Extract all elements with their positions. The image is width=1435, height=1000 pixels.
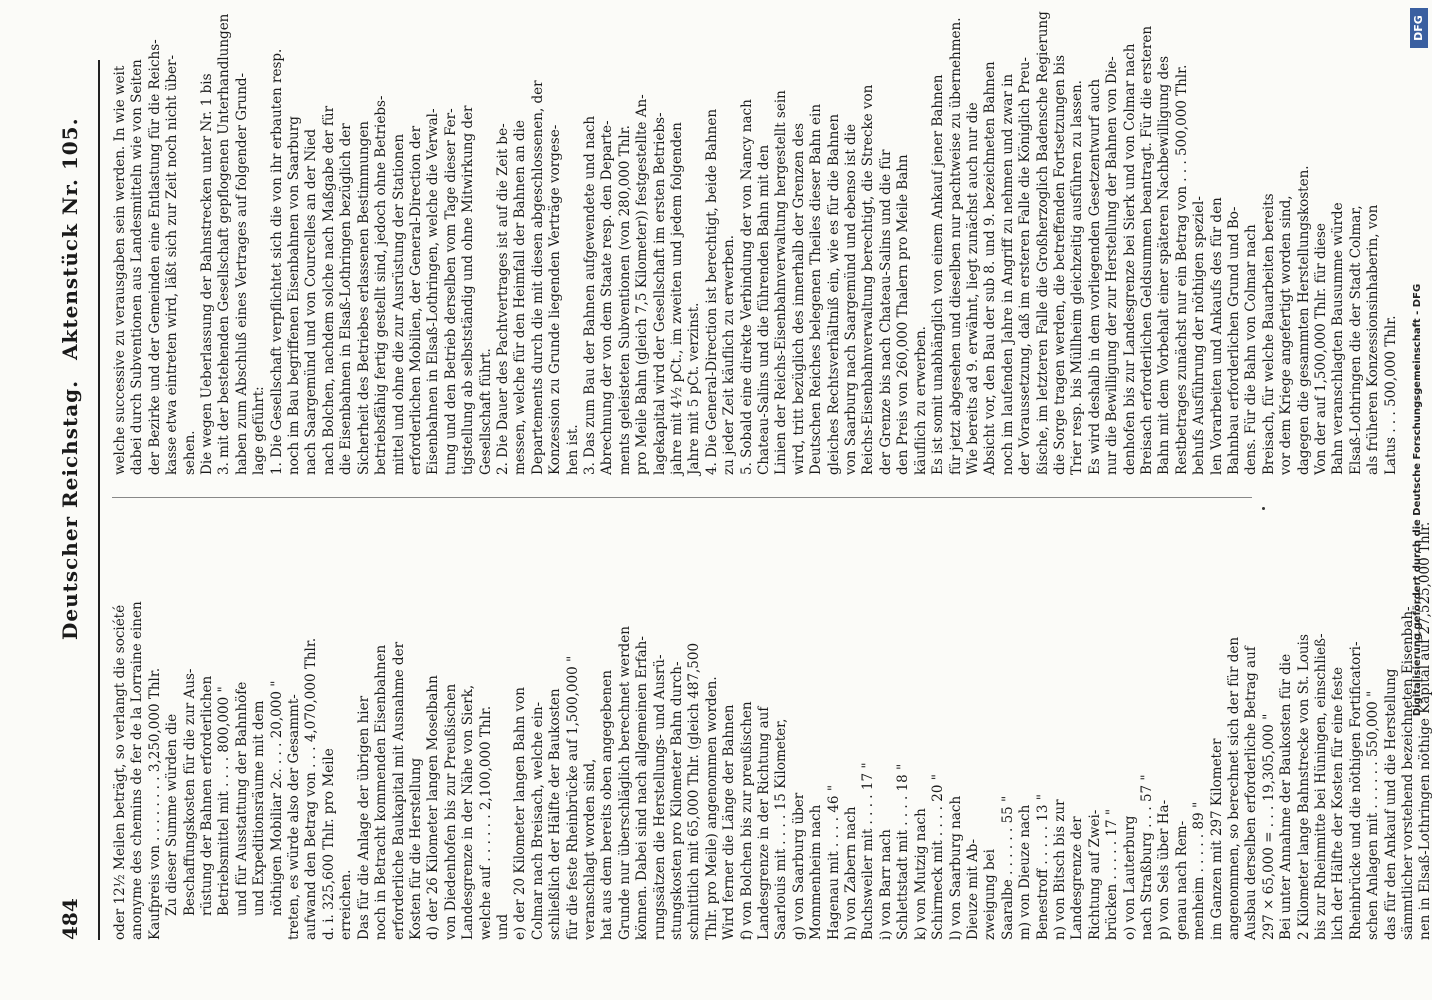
text-line: das für den Ankauf und die Herstellung [1382, 668, 1399, 940]
text-line: wird, tritt bezüglich des innerhalb der Grenzen des [790, 122, 807, 475]
header-rule [98, 60, 100, 940]
text-line: 3. Das zum Bau der Bahnen aufgewendete und nach [581, 115, 598, 475]
text-line: nach Saargemünd und von Courcelles an der Nied [303, 128, 320, 475]
text-line: d. i. 325,600 Thlr. pro Meile [320, 748, 337, 940]
text-line: Das für die Anlage der übrigen hier [355, 695, 372, 940]
text-line: Landesgrenze in der Richtung auf [756, 706, 773, 940]
text-line: menheim . . . . . 89 " [1191, 801, 1208, 940]
text-line: Konzession zu Grunde liegenden Verträge vorgese- [547, 124, 564, 475]
text-line: betriebsfähig fertig gestellt sind, jedoch ohne Betriebs- [373, 95, 390, 475]
text-line: behufs Ausführung der nöthigen speziel- [1191, 196, 1208, 475]
text-line: genau nach Rem- [1173, 820, 1190, 940]
text-line: nen in Elsaß-Lothringen nöthige Kapital auf 27,525,000 Thlr. [1417, 521, 1434, 940]
text-line: den Preis von 260,000 Thalern pro Meile Bahn [895, 154, 912, 475]
text-line: Schlettstadt mit . . . . 18 " [895, 763, 912, 940]
text-line: kasse etwa eintreten wird, läßt sich zur Zeit noch nicht über- [164, 54, 181, 475]
column-divider [112, 497, 1252, 498]
text-line: von Saarburg nach Saargemünd und ebenso ist die [843, 124, 860, 475]
text-line: Elsaß-Lothringen die der Stadt Colmar, [1347, 205, 1364, 475]
text-line: und Expeditionsräume mit dem [251, 700, 268, 916]
text-line: nach Bolchen, nachdem solche nach Maßgabe der für [320, 105, 337, 475]
text-line: f) von Bolchen bis zur preußischen [738, 701, 755, 940]
text-line: oder 12½ Meilen beträgt, so verlangt die société [112, 604, 128, 940]
document-number: Aktenstück Nr. 105. [58, 117, 82, 360]
text-line: Benestroff . . . . . 13 " [1034, 793, 1051, 940]
text-line: Abrechnung der von dem Staate resp. den Departe- [599, 120, 616, 475]
text-line: schließlich der Hälfte der Baukosten [547, 688, 564, 940]
text-line: noch im laufenden Jahre in Angriff zu nehmen und zwar in [999, 73, 1016, 475]
text-line: messen, welche für den Heimfall der Bahnen an die [512, 120, 529, 475]
text-line: i) von Barr nach [877, 829, 894, 940]
text-line: Es wird deshalb in dem vorliegenden Gesetzentwurf auch [1086, 78, 1103, 475]
text-line: Richtung auf Zwei- [1086, 809, 1103, 940]
text-line: 2 Kilometer lange Bahnstrecke von St. Louis [1295, 634, 1312, 940]
text-line: noch im Bau begriffenen Eisenbahnen von Saarburg [286, 116, 303, 475]
text-line: von Diedenhofen bis zur Preußischen [442, 683, 459, 940]
text-line: jahre mit 4½ pCt., im zweiten und jedem folgenden [669, 122, 685, 475]
text-line: brücken . . . . . 17 " [1104, 808, 1121, 940]
text-line: p) von Sels über Ha- [1156, 799, 1173, 940]
text-line: 297 × 65,000 = . . . 19,305,000 " [1260, 713, 1277, 940]
text-line: 1. Die Gesellschaft verpflichtet sich die von ihr erbauten resp. [268, 48, 285, 475]
text-line: anonyme des chemins de fer de la Lorraine einen [129, 601, 146, 940]
text-line: k) von Mutzig nach [912, 808, 929, 940]
text-line: bis zur Rheinmitte bei Hüningen, einschließ- [1313, 633, 1330, 940]
text-line: der Grenze bis nach Chateau-Salins und die für [877, 149, 894, 475]
text-line: Rheinbrücke und die nöthigen Fortificatori- [1347, 641, 1364, 940]
text-line: nöthigen Mobiliar 2c. . . . 20,000 " [268, 680, 285, 916]
text-line: Chateau-Salins und die führenden Bahn mit den [756, 144, 773, 475]
text-line: pro Meile Bahn (gleich 7,5 Kilometer)) festgestellte An- [634, 94, 651, 475]
text-line: der Bezirke und der Gemeinden eine Entlastung für die Reichs- [146, 39, 163, 475]
text-line: Kosten für die Herstellung [407, 757, 424, 940]
text-line: Zu dieser Summe würden die [164, 713, 181, 916]
text-line: Trier resp. bis Müllheim gleichzeitig ausführen zu lassen. [1069, 80, 1086, 475]
text-line: Saarlouis mit . . . . 15 Kilometer, [773, 718, 790, 940]
text-line: dagegen die gesammten Herstellungskosten. [1295, 165, 1312, 475]
text-line: der Voraussetzung, daß im ersteren Falle die Königlich Preu- [1017, 57, 1034, 475]
text-line: e) der 20 Kilometer langen Bahn von [512, 687, 529, 940]
text-line: hat aus dem bereits oben angegebenen [599, 670, 616, 940]
text-line: welche auf . . . . . . 2,100,000 Thlr. [477, 705, 494, 940]
text-line: Departements durch die mit diesen abgeschlossenen, der [529, 80, 546, 475]
text-line: treten, es würde also der Gesammt- [286, 694, 303, 940]
page-header [58, 0, 98, 1000]
text-line: m) von Dieuze nach [1017, 804, 1034, 940]
text-line: Buchsweiler mit . . . . 17 " [860, 762, 877, 940]
text-line: Breisach, für welche Bauarbeiten bereits [1260, 193, 1277, 475]
text-line: dens. Für die Bahn von Colmar nach [1243, 224, 1260, 475]
text-line: Die wegen Ueberlassung der Bahnstrecken unter Nr. 1 bis [199, 73, 216, 475]
text-line: stungskosten pro Kilometer Bahn durch- [669, 661, 685, 940]
text-line: Es ist somit unabhänglich von einem Ankauf jener Bahnen [930, 74, 947, 475]
text-line: Gesellschaft führt. [477, 348, 494, 475]
text-line: Colmar nach Breisach, welche ein- [529, 701, 546, 940]
text-line: sämmtlicher vorstehend bezeichneten Eisenbah- [1400, 606, 1417, 940]
text-line: d) der 26 Kilometer langen Moselbahn [425, 675, 442, 940]
text-line: Wird ferner die Länge der Bahnen [721, 704, 738, 940]
text-line: rungssätzen die Herstellungs- und Ausrü- [651, 654, 668, 940]
text-line: tigstellung ab selbstständig und ohne Mitwirkung der [460, 105, 477, 475]
text-line: Latus . . . 500,000 Thlr. [1382, 315, 1399, 475]
text-line: Beschaffungskosten für die zur Aus- [181, 668, 198, 916]
text-line: Wie bereits ad 9. erwähnt, liegt zunächst auch nur die [964, 102, 981, 475]
text-line: haben zum Abschluß eines Vertrages auf folgender Grund- [233, 72, 250, 475]
text-line: Saaralbe . . . . . . 55 " [999, 795, 1016, 940]
text-line: die Sorge tragen werden, die betreffenden Fortsetzungen bis [1051, 54, 1068, 475]
text-line: nach Straßburg . . . 57 " [1138, 774, 1155, 940]
text-line: Kaufpreis von . . . . . . . . 3,250,000 Thlr. [146, 667, 163, 940]
text-line: zu jeder Zeit käuflich zu erwerben. [721, 234, 738, 475]
text-line: erforderliche Baukapital mit Ausnahme der [390, 641, 407, 940]
text-line: Jahre mit 5 pCt. verzinst. [686, 302, 703, 475]
text-line: nur die Bewilligung der zur Herstellung der Bahnen von Die- [1104, 56, 1121, 475]
text-line: für jetzt abgesehen und dieselben nur pachtweise zu übernehmen. [947, 17, 964, 475]
text-line: schen Anlagen mit . . . . . . 550,000 " [1365, 690, 1382, 940]
text-line: 3. mit der bestehenden Gesellschaft gepflogenen Unterhandlungen [216, 13, 233, 475]
text-line: Absicht vor, den Bau der sub 8. und 9. bezeichneten Bahnen [982, 61, 999, 475]
text-line: aufwand den Betrag von . . . 4,070,000 Thlr. [303, 637, 320, 940]
text-line: Betriebsmittel mit . . . . 800,000 " [216, 686, 233, 916]
text-line: n) von Bitsch bis zur [1051, 799, 1068, 940]
text-line: o) von Lauterburg [1121, 815, 1138, 940]
text-line: Bei unter Annahme der Baukosten für die [1278, 653, 1295, 940]
text-line: Bahn veranschlagten Bausumme würde [1330, 202, 1347, 475]
dfg-logo: DFG [1410, 8, 1428, 48]
text-line: mittel und ohne die zur Ausrüstung der Stationen [390, 133, 407, 475]
text-line: hen ist. [564, 424, 581, 475]
text-line: lage geführt: [251, 386, 268, 475]
text-line: ßische, im letzteren Falle die Großherzoglich Badensche Regierung [1034, 11, 1051, 475]
text-line: Bahn mit dem Vorbehalt einer späteren Nachbewilligung des [1156, 55, 1173, 475]
running-title: Deutscher Reichstag. [58, 379, 82, 640]
text-line: als früheren Konzessionsinhaberin, von [1365, 204, 1382, 475]
text-line: lagekapital wird der Gesellschaft im ersten Betriebs- [651, 112, 668, 475]
text-line: Deutschen Reiches belegenen Theiles dieser Bahn ein [808, 103, 825, 475]
text-line: 2. Die Dauer des Pachtvertrages ist auf die Zeit be- [494, 123, 511, 475]
text-line: Thlr. pro Meile) angenommen worden. [703, 676, 720, 940]
text-line: Grunde nur überschläglich berechnet werden [616, 626, 633, 940]
text-line: g) von Saarburg über [790, 792, 807, 940]
text-line: für die feste Rheinbrücke auf 1,500,000 " [564, 655, 581, 940]
text-line: denhofen bis zur Landesgrenze bei Sierk und von Colmar nach [1121, 43, 1138, 475]
left-text-column [112, 520, 1434, 940]
text-line: Bahnbau erforderlichen Grund und Bo- [1226, 206, 1242, 475]
digitization-credit: Digitalisierung gefördert durch die Deutsche Forschungsgemeinschaft - DFG [1412, 283, 1423, 717]
text-line: Mommenheim nach [808, 804, 825, 940]
text-line: Landesgrenze in der Nähe von Sierk, [460, 684, 477, 940]
text-line: zweigung bei [982, 849, 999, 940]
text-line: tung und den Betrieb derselben vom Tage dieser Fer- [442, 108, 459, 475]
text-line: l) von Saarburg nach [947, 795, 964, 940]
text-line: h) von Zabern nach [843, 806, 860, 940]
text-line: Linien der Reichs-Eisenbahnverwaltung hergestellt sein [773, 90, 790, 475]
text-line: Sicherheit des Betriebes erlassenen Bestimmungen [355, 121, 372, 475]
text-line: Von der auf 1,500,000 Thlr. für diese [1313, 223, 1330, 475]
text-line: angenommen, so berechnet sich der für den [1226, 636, 1242, 940]
text-line: vor dem Kriege angefertigt worden sind, [1278, 195, 1295, 475]
text-line: erforderlichen Mobilien, der General-Direction der [407, 125, 424, 475]
page-number: 484 [58, 898, 82, 940]
text-line: und für Ausstattung der Bahnhöfe [233, 681, 250, 916]
text-line: Landesgrenze der [1069, 816, 1086, 940]
text-line: Reichs-Eisenbahnverwaltung berechtigt, die Strecke von [860, 84, 877, 475]
text-line: käuflich zu erwerben. [912, 326, 929, 475]
text-line: len Vorarbeiten und Ankaufs des für den [1208, 197, 1225, 475]
text-line: Hagenau mit . . . . 46 " [825, 784, 842, 940]
right-text-column [112, 11, 1399, 475]
text-line: lich der Hälfte der Kosten für eine feste [1330, 667, 1347, 940]
scan-speck [1262, 507, 1265, 510]
text-line: Eisenbahnen in Elsaß-Lothringen, welche die Verwal- [425, 108, 442, 475]
text-line: 4. Die General-Direction ist berechtigt, beide Bahnen [703, 108, 720, 475]
text-line: Breisach erforderlichen Geldsummen beantragt. Für die ersteren [1138, 25, 1155, 475]
text-line: Dieuze mit Ab- [964, 838, 981, 940]
text-line: veranschlagt worden sind, [581, 758, 598, 940]
text-line: welche successive zu verausgaben sein werden. In wie weit [112, 65, 128, 475]
text-line: 5. Sobald eine direkte Verbindung der von Nancy nach [738, 99, 755, 475]
text-line: und [494, 913, 511, 940]
text-line: rüstung der Bahnen erforderlichen [199, 675, 216, 916]
text-line: sehen. [181, 430, 198, 475]
text-line: dabei durch Subventionen aus Landesmitteln wie von Seiten [129, 59, 146, 475]
text-line: Schirmeck mit . . . . 20 " [930, 774, 947, 940]
text-line: Ausbau derselben erforderliche Betrag auf [1243, 646, 1260, 940]
text-line: schnittlich mit 65,000 Thlr. (gleich 487,500 [686, 642, 703, 940]
text-line: noch in Betracht kommenden Eisenbahnen [373, 644, 390, 940]
text-line: im Ganzen mit 297 Kilometer [1208, 738, 1225, 940]
text-line: die Eisenbahnen in Elsaß-Lothringen bezüglich der [338, 123, 355, 475]
text-line: können. Dabei sind nach allgemeinen Erfah- [634, 636, 651, 940]
text-line: ments geleisteten Subventionen (von 280,000 Thlr. [616, 125, 633, 475]
text-line: gleiches Rechtsverhältniß ein, wie es für die Bahnen [825, 113, 842, 475]
text-line: Restbetrages zunächst nur ein Betrag von . . . 500,000 Thlr. [1173, 64, 1190, 475]
text-line: erreichen. [338, 869, 355, 940]
